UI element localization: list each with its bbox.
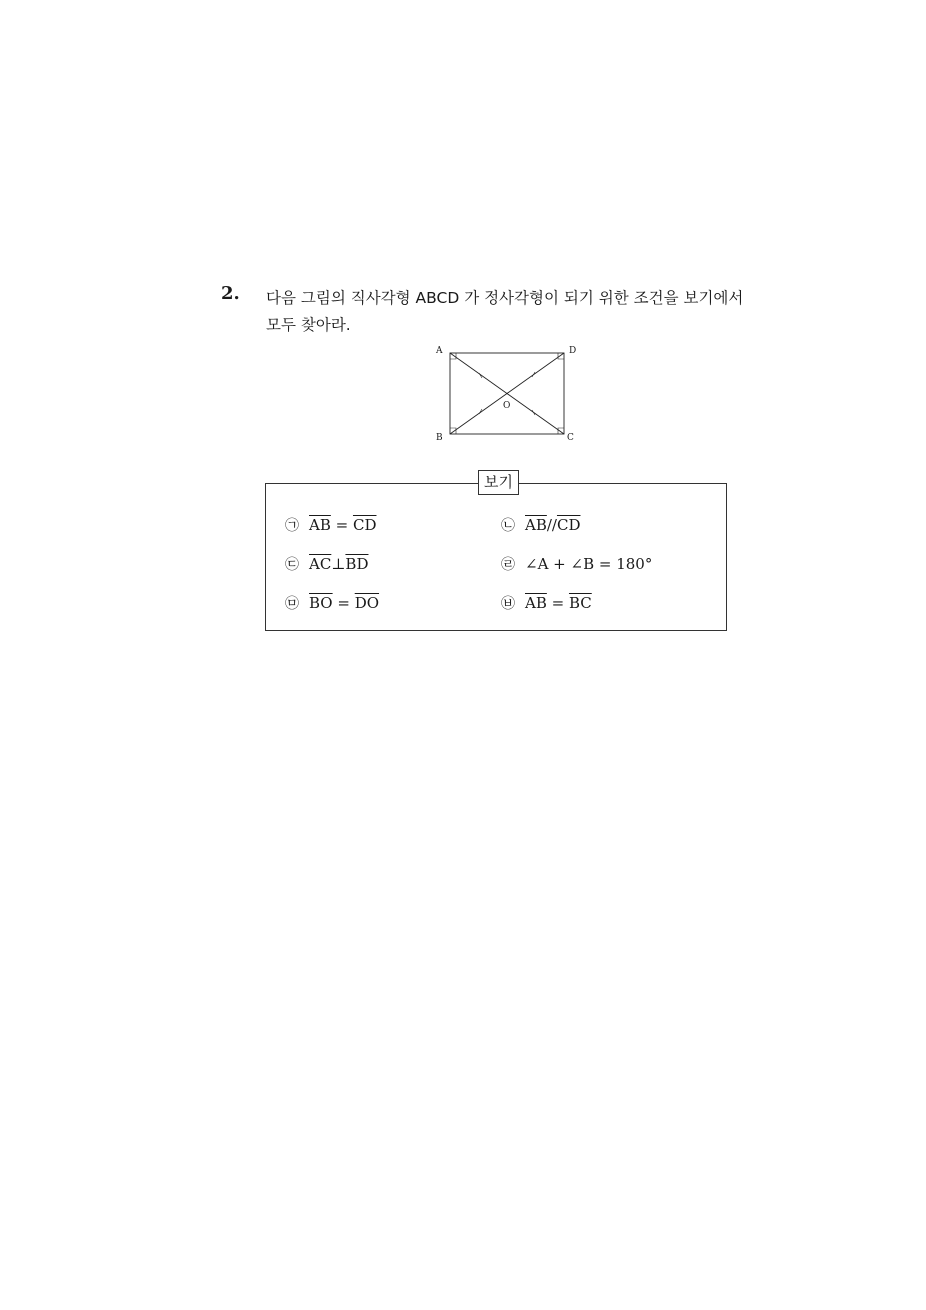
option-expression-1 <box>309 515 376 535</box>
bogi-option-4 <box>501 554 652 575</box>
center-label-o: O <box>503 401 511 411</box>
segment-bo: $\overline{BO}$ <box>309 594 333 612</box>
segment-cd: $\overline{CD}$ <box>556 516 581 534</box>
rectangle-diagram <box>425 340 595 450</box>
vertex-label-c: C <box>567 433 574 443</box>
segment-bd: $\overline{BD}$ <box>345 555 369 573</box>
bogi-option-3 <box>285 554 368 575</box>
vertex-label-b: B <box>436 433 443 443</box>
segment-ab: $\overline{AB}$ <box>525 516 547 534</box>
question-text <box>266 285 756 339</box>
question-line-1: 다음 그림의 직사각형 ABCD 가 정사각형이 되기 위한 조건을 보기에서 <box>266 289 744 307</box>
option-expression-6 <box>525 593 592 613</box>
operator-equals: = <box>546 594 569 612</box>
bogi-option-6 <box>501 593 592 614</box>
bogi-option-5 <box>285 593 379 614</box>
operator-equals: = <box>332 594 355 612</box>
segment-bc: $\overline{BC}$ <box>568 594 592 612</box>
operator-perpendicular: ⊥ <box>331 555 346 573</box>
option-expression-5 <box>309 593 379 613</box>
operator-parallel: // <box>546 516 557 534</box>
question-line-2: 모두 찾아라. <box>266 316 351 334</box>
option-marker-6: ㉥ <box>501 596 515 612</box>
segment-ac: $\overline{AC}$ <box>309 555 332 573</box>
option-marker-1: ㉠ <box>285 518 299 534</box>
option-marker-4: ㉣ <box>501 557 515 573</box>
option-marker-5: ㉤ <box>285 596 299 612</box>
segment-cd: $\overline{CD}$ <box>352 516 377 534</box>
tick-mark-oc <box>532 410 535 415</box>
tick-mark-od <box>532 372 535 377</box>
segment-ab: $\overline{AB}$ <box>309 516 331 534</box>
option-marker-2: ㉡ <box>501 518 515 534</box>
option-expression-2 <box>525 515 580 535</box>
option-expression-4: ∠A + ∠B = 180° <box>525 555 653 573</box>
problem-number: 2. <box>221 283 240 304</box>
option-expression-3 <box>309 554 368 574</box>
segment-ab: $\overline{AB}$ <box>525 594 547 612</box>
segment-do: $\overline{DO}$ <box>354 594 380 612</box>
operator-equals: = <box>330 516 353 534</box>
option-marker-3: ㉢ <box>285 557 299 573</box>
vertex-label-a: A <box>436 346 443 356</box>
bogi-title: 보기 <box>478 470 519 495</box>
rectangle-figure <box>425 340 595 450</box>
bogi-option-2 <box>501 515 580 536</box>
vertex-label-d: D <box>569 346 577 356</box>
bogi-option-1 <box>285 515 376 536</box>
